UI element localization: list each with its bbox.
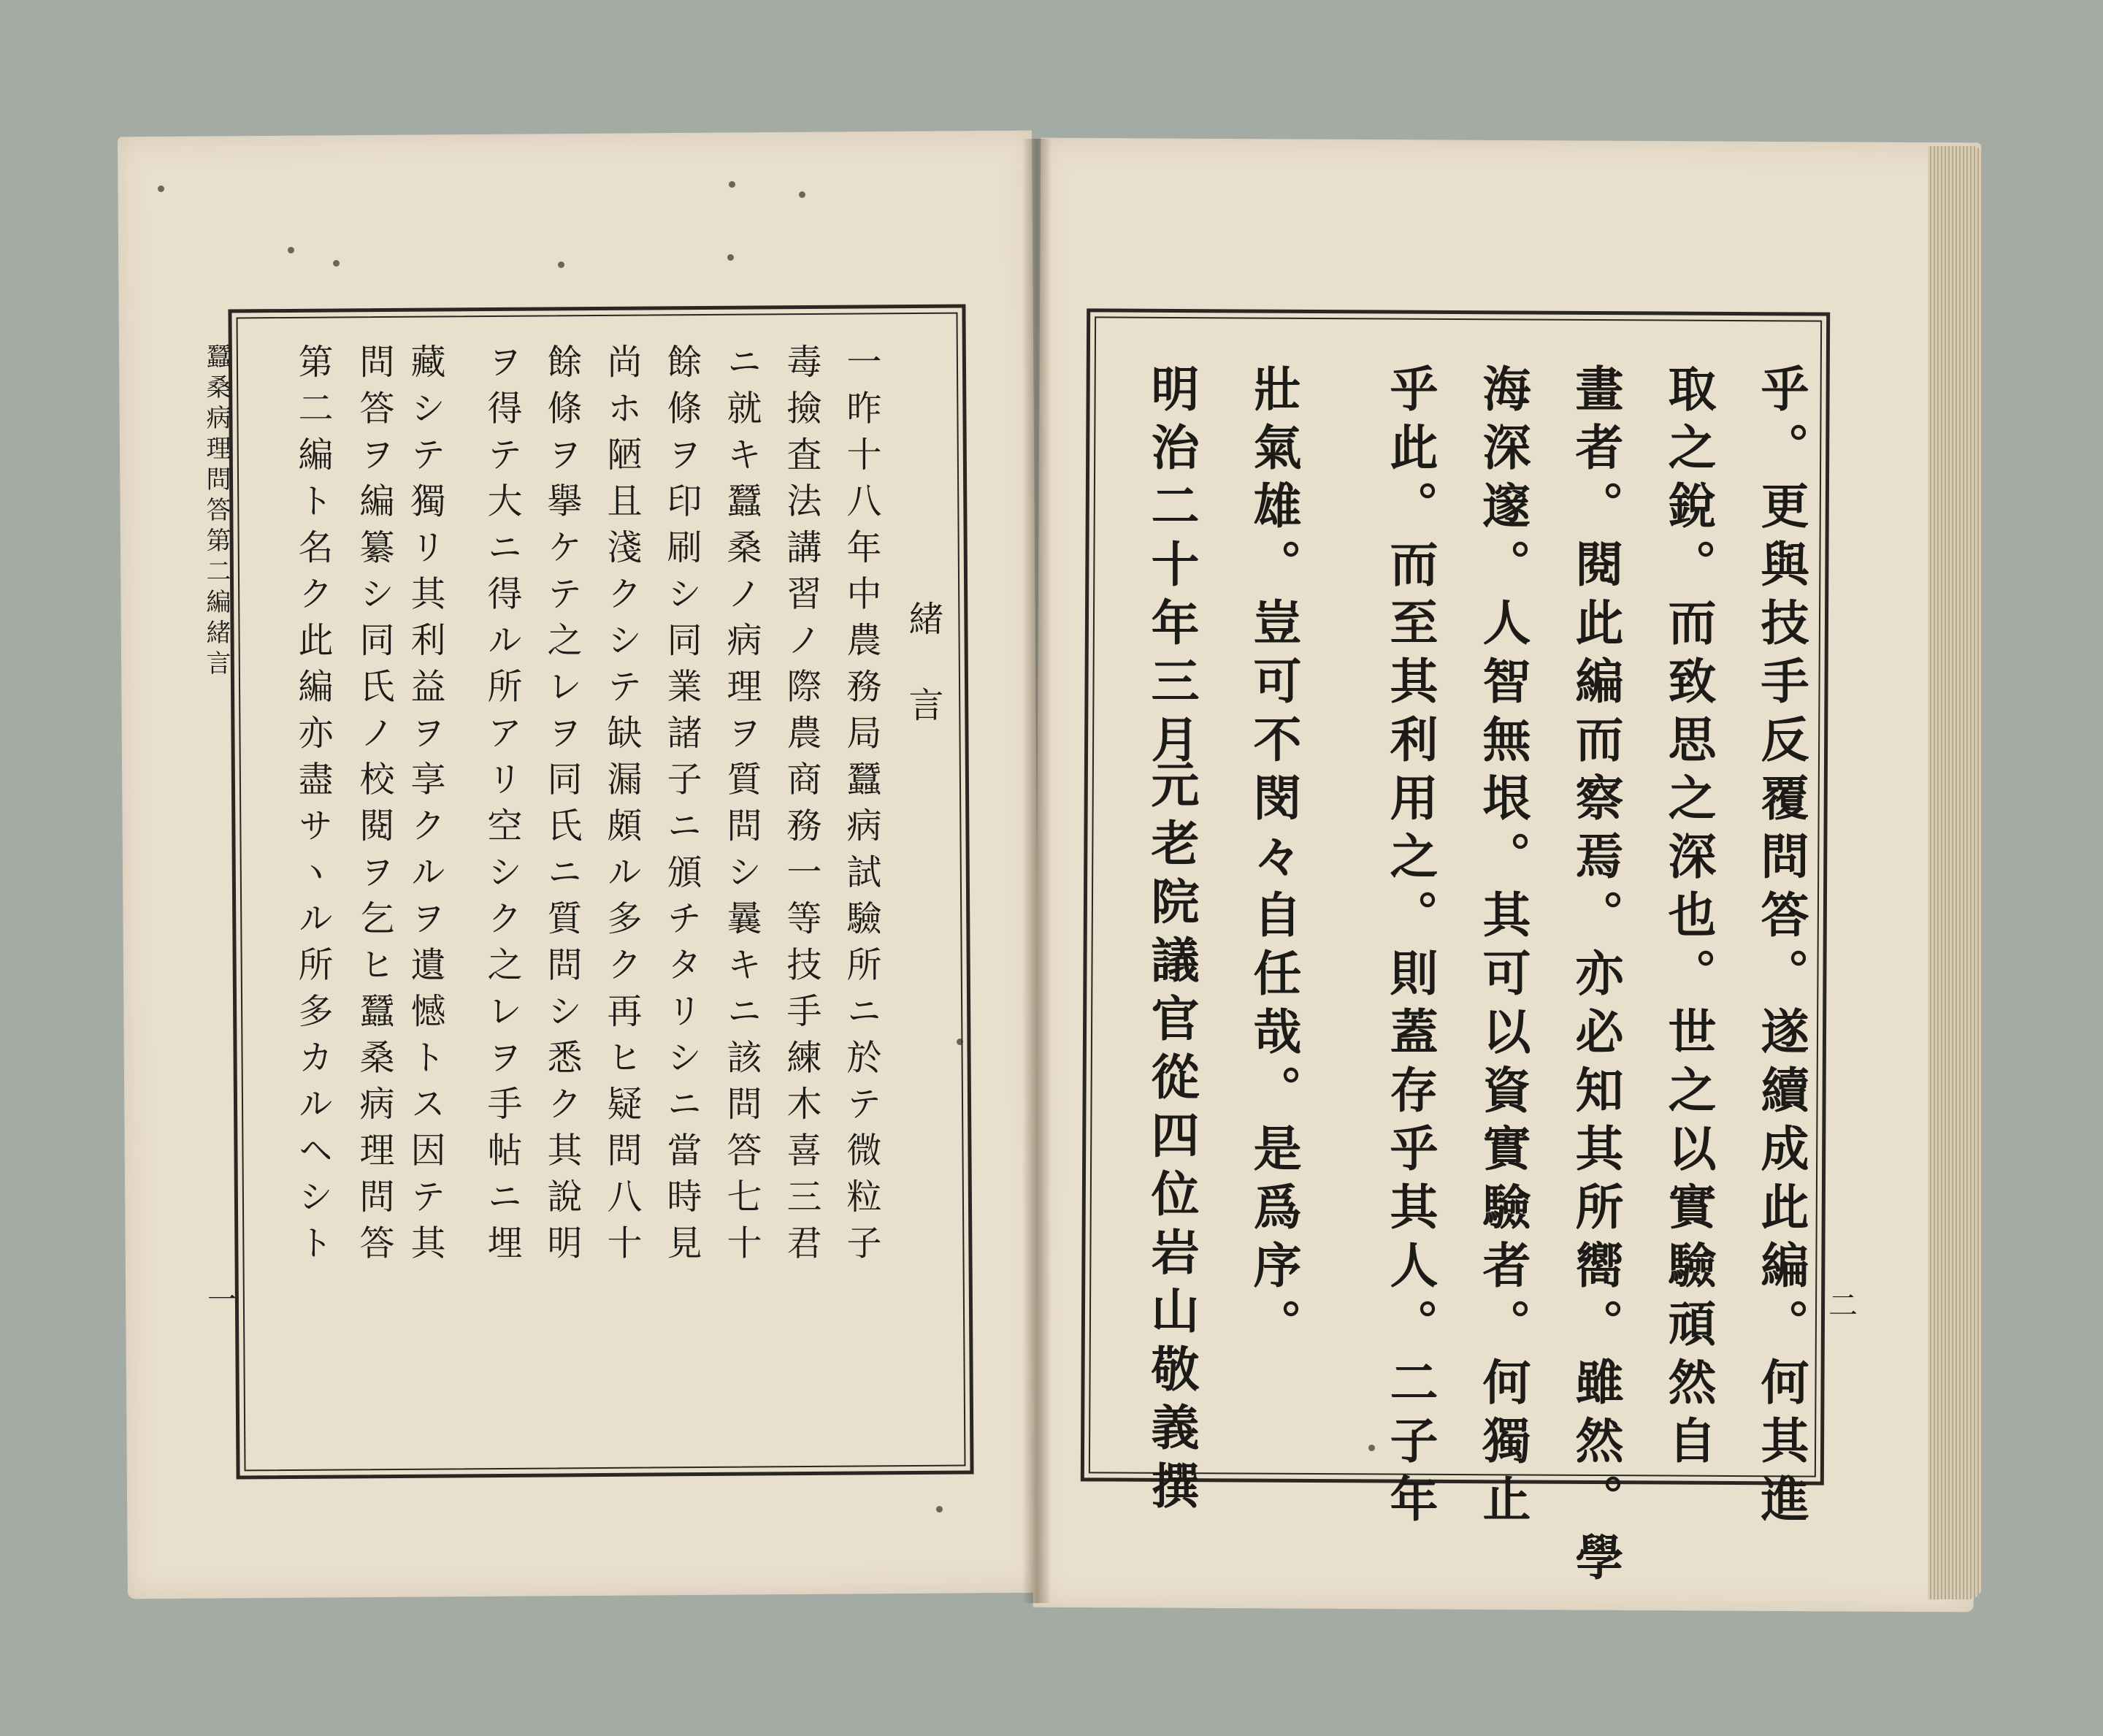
left-text-column: ヲ得テ大ニ得ル所アリ空シク之レヲ手帖ニ埋: [481, 343, 522, 1271]
margin-running-title: 蠶桑病理問答第二編緒言: [202, 343, 231, 681]
paper-spot: [729, 181, 735, 188]
left-text-column: 毒撿査法講習ノ際農商務一等技手練木喜三君: [781, 343, 821, 1271]
right-text-column: 壯氣雄。豈可不閔々自任哉。是爲序。: [1245, 364, 1302, 1357]
left-text-column: 一昨十八年中農務局蠶病試驗所ニ於テ微粒子: [840, 343, 881, 1271]
preface-heading: 緒言: [903, 600, 943, 773]
left-text-column: 問答ヲ編纂シ同氏ノ校閱ヲ乞ヒ蠶桑病理問答: [353, 343, 394, 1271]
paper-spot: [936, 1506, 943, 1513]
author-signature: 元老院議官從四位岩山敬義撰: [1143, 760, 1200, 1519]
left-text-column: 第二編ト名ク此編亦盡サヽル所多カルヘシト: [292, 343, 333, 1271]
right-page-number: 二: [1828, 1289, 1858, 1323]
left-text-column: 尚ホ陋且淺クシテ缺漏頗ル多ク再ヒ疑問八十: [601, 343, 642, 1271]
paper-spot: [158, 186, 164, 192]
paper-spot: [558, 261, 564, 268]
right-text-column: 乎。更與技手反覆問答。遂續成此編。何其進: [1752, 364, 1809, 1532]
right-text-column: 海深邃。人智無垠。其可以資實驗者。何獨止: [1474, 364, 1531, 1532]
page-edges: [1928, 146, 1983, 1599]
left-text-column: 藏シテ獨リ其利益ヲ享クルヲ遺憾トス因テ其: [405, 343, 445, 1271]
left-text-column: 餘條ヲ擧ケテ之レヲ同氏ニ質問シ悉ク其說明: [541, 343, 582, 1271]
left-text-column: 餘條ヲ印刷シ同業諸子ニ頒チタリシニ當時見: [661, 343, 702, 1271]
paper-spot: [799, 191, 805, 198]
date-line: 明治二十年三月: [1143, 364, 1200, 773]
paper-spot: [288, 247, 294, 253]
paper-spot: [333, 260, 340, 267]
right-text-column: 取之銳。而致思之深也。世之以實驗頑然自: [1660, 364, 1717, 1474]
right-text-column: 畫者。閱此編而察焉。亦必知其所嚮。雖然。學: [1567, 364, 1624, 1591]
paper-spot: [957, 1039, 963, 1045]
left-page-number: 一: [207, 1283, 237, 1317]
paper-spot: [1368, 1445, 1375, 1451]
paper-spot: [727, 254, 734, 261]
left-text-column: ニ就キ蠶桑ノ病理ヲ質問シ曩キニ該問答七十: [721, 343, 762, 1271]
book-gutter: [1022, 139, 1052, 1603]
right-text-column: 乎此。而至其利用之。則蓋存乎其人。二子年: [1382, 364, 1439, 1532]
